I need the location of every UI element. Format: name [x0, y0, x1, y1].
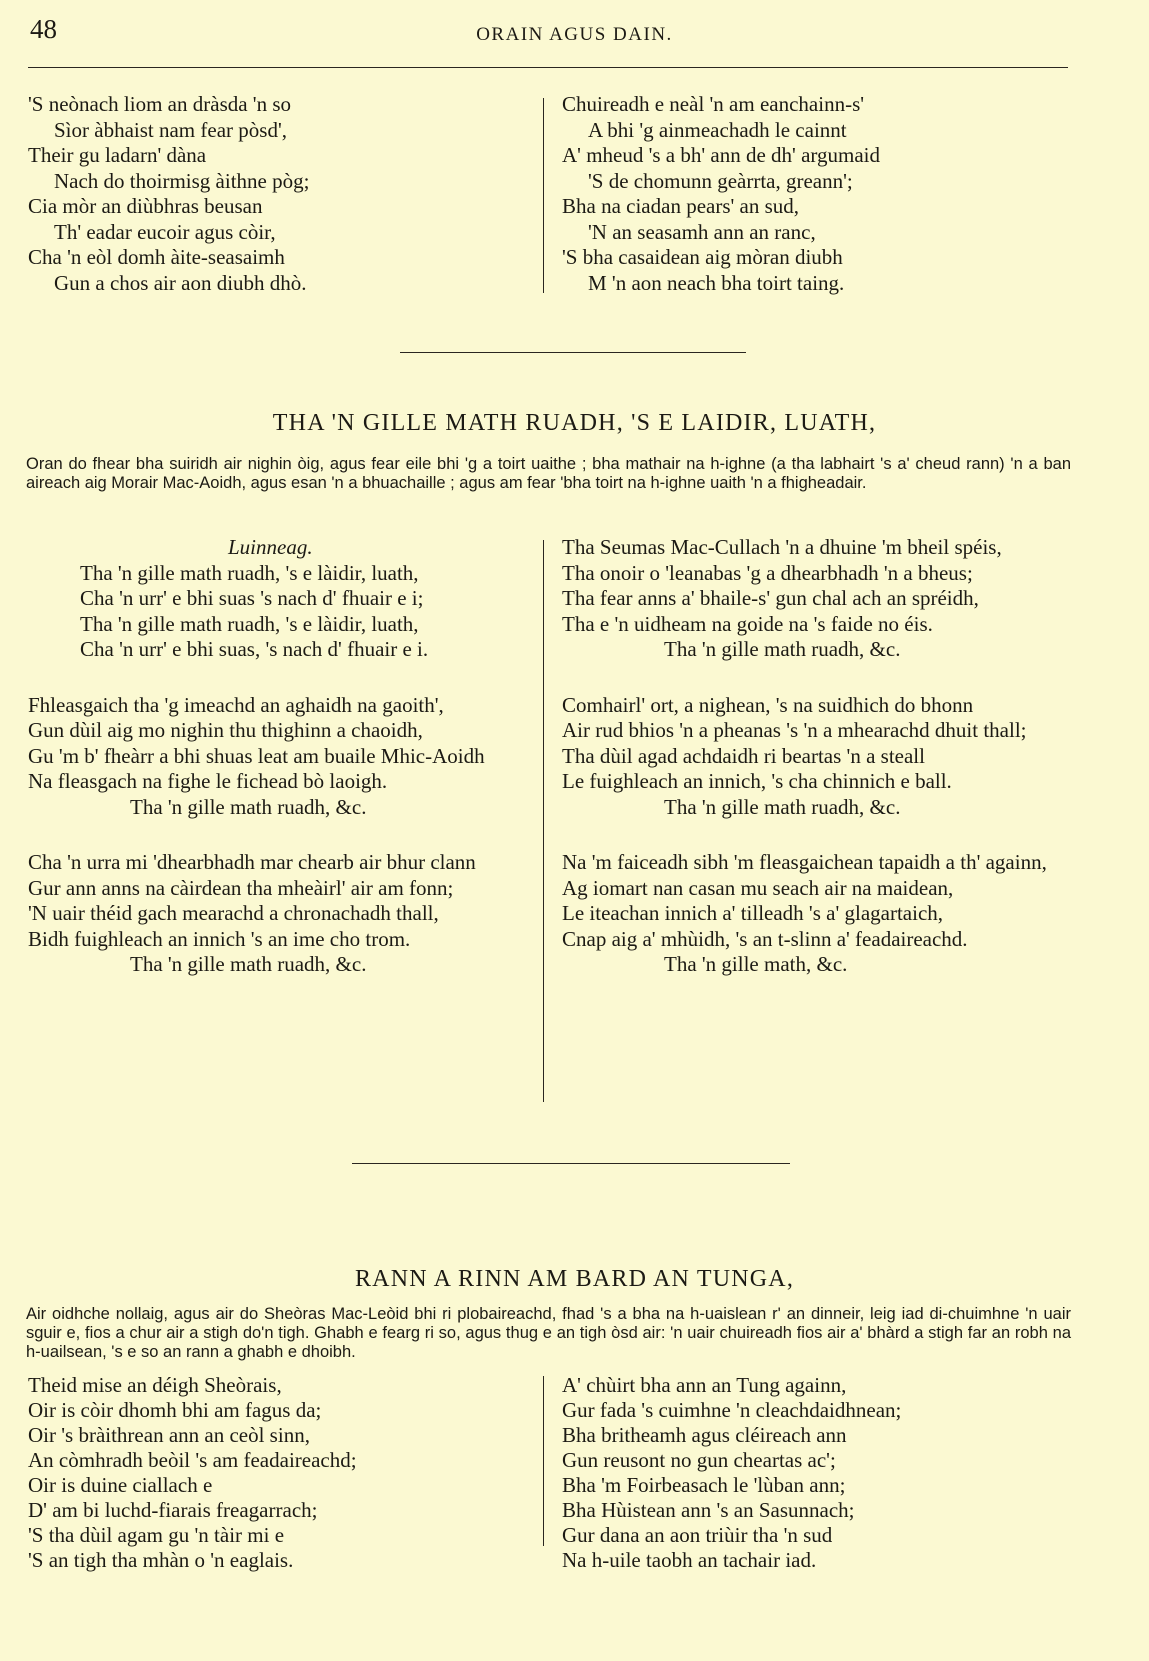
running-title: ORAIN AGUS DAIN. — [476, 24, 673, 45]
verse-line: Cha 'n eòl domh àite-seasaimh — [28, 245, 285, 269]
verse-line: Bha 'm Foirbeasach le 'lùban ann; — [562, 1473, 846, 1497]
column-divider — [543, 98, 544, 293]
verse-line: 'S bha casaidean aig mòran diubh — [562, 245, 843, 269]
verse-line: Cha 'n urr' e bhi suas, 's nach d' fhuair e i. — [80, 637, 429, 661]
verse-line: Cia mòr an diùbhras beusan — [28, 194, 263, 218]
song-intro: Oran do fhear bha suiridh air nighin òig, agus fear eile bhi 'g a toirt uaithe ; bha mathair na h-ighne (a tha labhairt 's a' cheud rann) 'n a ban aireach aig Morair Mac-Aoidh, agus esan 'n a bhuachaille ; agus am fear 'bha toirt na h-ighne uaith 'n a fhigheadair. — [26, 455, 1071, 492]
refrain-line: Tha 'n gille math ruadh, &c. — [130, 952, 367, 976]
verse-line: Gur dana an aon triùir tha 'n sud — [562, 1523, 833, 1547]
verse-line: Bha britheamh agus cléireach ann — [562, 1423, 847, 1447]
verse-line: Le fuighleach an innich, 's cha chinnich e ball. — [562, 769, 952, 793]
verse-line: Oir is duine ciallach e — [28, 1473, 213, 1497]
verse-line: Fhleasgaich tha 'g imeachd an aghaidh na gaoith', — [28, 692, 444, 717]
stanza — [562, 693, 1068, 821]
verse-line: Tha dùil agad achdaidh ri beartas 'n a steall — [562, 743, 925, 768]
verse-line: Tha 'n gille math ruadh, 's e làidir, luath, — [80, 560, 419, 585]
verse-line: Gun reusont no gun cheartas ac'; — [562, 1448, 836, 1472]
verse-line: 'N uair théid gach mearachd a chronachadh thall, — [28, 901, 439, 925]
column-divider — [543, 1376, 544, 1546]
verse-line: Bidh fuighleach an innich 's an ime cho trom. — [28, 926, 411, 951]
verse-line: Tha 'n gille math ruadh, 's e làidir, luath, — [80, 611, 419, 636]
verse-line: Tha onoir o 'leanabas 'g a dhearbhadh 'n a bheus; — [562, 560, 973, 585]
verse-line: A' chùirt bha ann an Tung againn, — [562, 1373, 847, 1397]
verse-line: 'S de chomunn geàrrta, greann'; — [588, 168, 853, 193]
stanza — [562, 850, 1068, 978]
stanza — [28, 535, 533, 663]
page-number: 48 — [30, 14, 57, 44]
song-intro: Air oidhche nollaig, agus air do Sheòras Mac-Leòid bhi ri plobaireachd, fhad 's a bha na h-uaislean r' an dinneir, leig iad di-chuimhne 'n uair sguir e, fios a chur air a stigh do'n tigh. Ghabh e fearg ri so, agus thug e an tigh òsd air: 'n uair chuireadh fios air a' bhàrd a stigh far an robh na h-uailsean, 's e so an rann a ghabh e dhoibh. — [26, 1305, 1071, 1361]
header-rule — [28, 67, 1068, 68]
verse-line: Nach do thoirmisg àithne pòg; — [54, 168, 310, 193]
verse-line: Sìor àbhaist nam fear pòsd', — [54, 117, 287, 142]
verse-line: 'S neònach liom an dràsda 'n so — [28, 92, 292, 116]
verse-line: Th' eadar eucoir agus còir, — [54, 219, 276, 244]
song2-left-column — [28, 1373, 533, 1573]
verse-line: Bha Hùistean ann 's an Sasunnach; — [562, 1498, 855, 1522]
verse-line: M 'n aon neach bha toirt taing. — [588, 270, 845, 295]
song1-right-column — [562, 535, 1068, 978]
verse-line: Na h-uile taobh an tachair iad. — [562, 1548, 817, 1572]
verse-line: Tha Seumas Mac-Cullach 'n a dhuine 'm bheil spéis, — [562, 535, 1002, 559]
verse-line: A bhi 'g ainmeachadh le cainnt — [588, 117, 847, 142]
song-title: RANN A RINN AM BARD AN TUNGA, — [354, 1266, 795, 1292]
refrain-line: Tha 'n gille math, &c. — [664, 952, 848, 976]
verse-line: Cnap aig a' mhùidh, 's an t-slinn a' feadaireachd. — [562, 926, 968, 951]
chorus-heading: Luinneag. — [228, 535, 313, 559]
verse-line: Bha na ciadan pears' an sud, — [562, 194, 800, 218]
stanza — [28, 1373, 533, 1573]
verse-line: Cha 'n urr' e bhi suas 's nach d' fhuair e i; — [80, 586, 424, 610]
verse-line: 'N an seasamh ann an ranc, — [588, 219, 816, 244]
verse-line: Tha e 'n uidheam na goide na 's faide no éis. — [562, 611, 933, 636]
verse-line: D' am bi luchd-fiarais freagarrach; — [28, 1498, 318, 1522]
verse-line: Oir is còir dhomh bhi am fagus da; — [28, 1398, 322, 1422]
verse-line: Na 'm faiceadh sibh 'm fleasgaichean tapaidh a th' againn, — [562, 850, 1047, 874]
verse-line: Their gu ladarn' dàna — [28, 143, 207, 167]
verse-line: Gun a chos air aon diubh dhò. — [54, 270, 307, 295]
verse-line: 'S tha dùil agam gu 'n tàir mi e — [28, 1523, 285, 1547]
poem-continued-left-column — [28, 92, 533, 296]
section-rule — [352, 1163, 790, 1164]
stanza — [28, 92, 533, 296]
verse-line: Air rud bhios 'n a pheanas 's 'n a mhearachd dhuit thall; — [562, 718, 1027, 742]
verse-line: Gur ann anns na càirdean tha mheàirl' air am fonn; — [28, 875, 454, 900]
verse-line: Na fleasgach na fighe le fichead bò laoigh. — [28, 769, 388, 793]
section-rule — [400, 352, 746, 353]
song1-left-column — [28, 535, 533, 978]
refrain-line: Tha 'n gille math ruadh, &c. — [664, 794, 901, 819]
verse-line: Theid mise an déigh Sheòrais, — [28, 1373, 282, 1397]
verse-line: 'S an tigh tha mhàn o 'n eaglais. — [28, 1548, 294, 1572]
column-divider — [543, 540, 544, 1102]
stanza — [562, 92, 1068, 296]
verse-line: Ag iomart nan casan mu seach air na maidean, — [562, 875, 954, 900]
song-title: THA 'N GILLE MATH RUADH, 'S E LAIDIR, LUATH, — [272, 410, 877, 436]
verse-line: An còmhradh beòil 's am feadaireachd; — [28, 1448, 357, 1472]
refrain-line: Tha 'n gille math ruadh, &c. — [130, 794, 367, 819]
verse-line: Gur fada 's cuimhne 'n cleachdaidhnean; — [562, 1398, 902, 1422]
verse-line: Cha 'n urra mi 'dhearbhadh mar chearb air bhur clann — [28, 850, 476, 874]
refrain-line: Tha 'n gille math ruadh, &c. — [664, 637, 901, 661]
verse-line: Comhairl' ort, a nighean, 's na suidhich do bhonn — [562, 692, 974, 717]
stanza — [28, 693, 533, 821]
song2-right-column — [562, 1373, 1068, 1573]
poem-continued-right-column — [562, 92, 1068, 296]
verse-line: Chuireadh e neàl 'n am eanchainn-s' — [562, 92, 865, 116]
verse-line: Le iteachan innich a' tilleadh 's a' glagartaich, — [562, 901, 944, 925]
verse-line: Gun dùil aig mo nighin thu thighinn a chaoidh, — [28, 718, 423, 742]
stanza — [562, 1373, 1068, 1573]
verse-line: Gu 'm b' fheàrr a bhi shuas leat am buaile Mhic-Aoidh — [28, 743, 485, 768]
verse-line: A' mheud 's a bh' ann de dh' argumaid — [562, 143, 881, 167]
stanza — [562, 535, 1068, 663]
verse-line: Oir 's bràithrean ann an ceòl sinn, — [28, 1423, 310, 1447]
stanza — [28, 850, 533, 978]
verse-line: Tha fear anns a' bhaile-s' gun chal ach an spréidh, — [562, 586, 979, 610]
